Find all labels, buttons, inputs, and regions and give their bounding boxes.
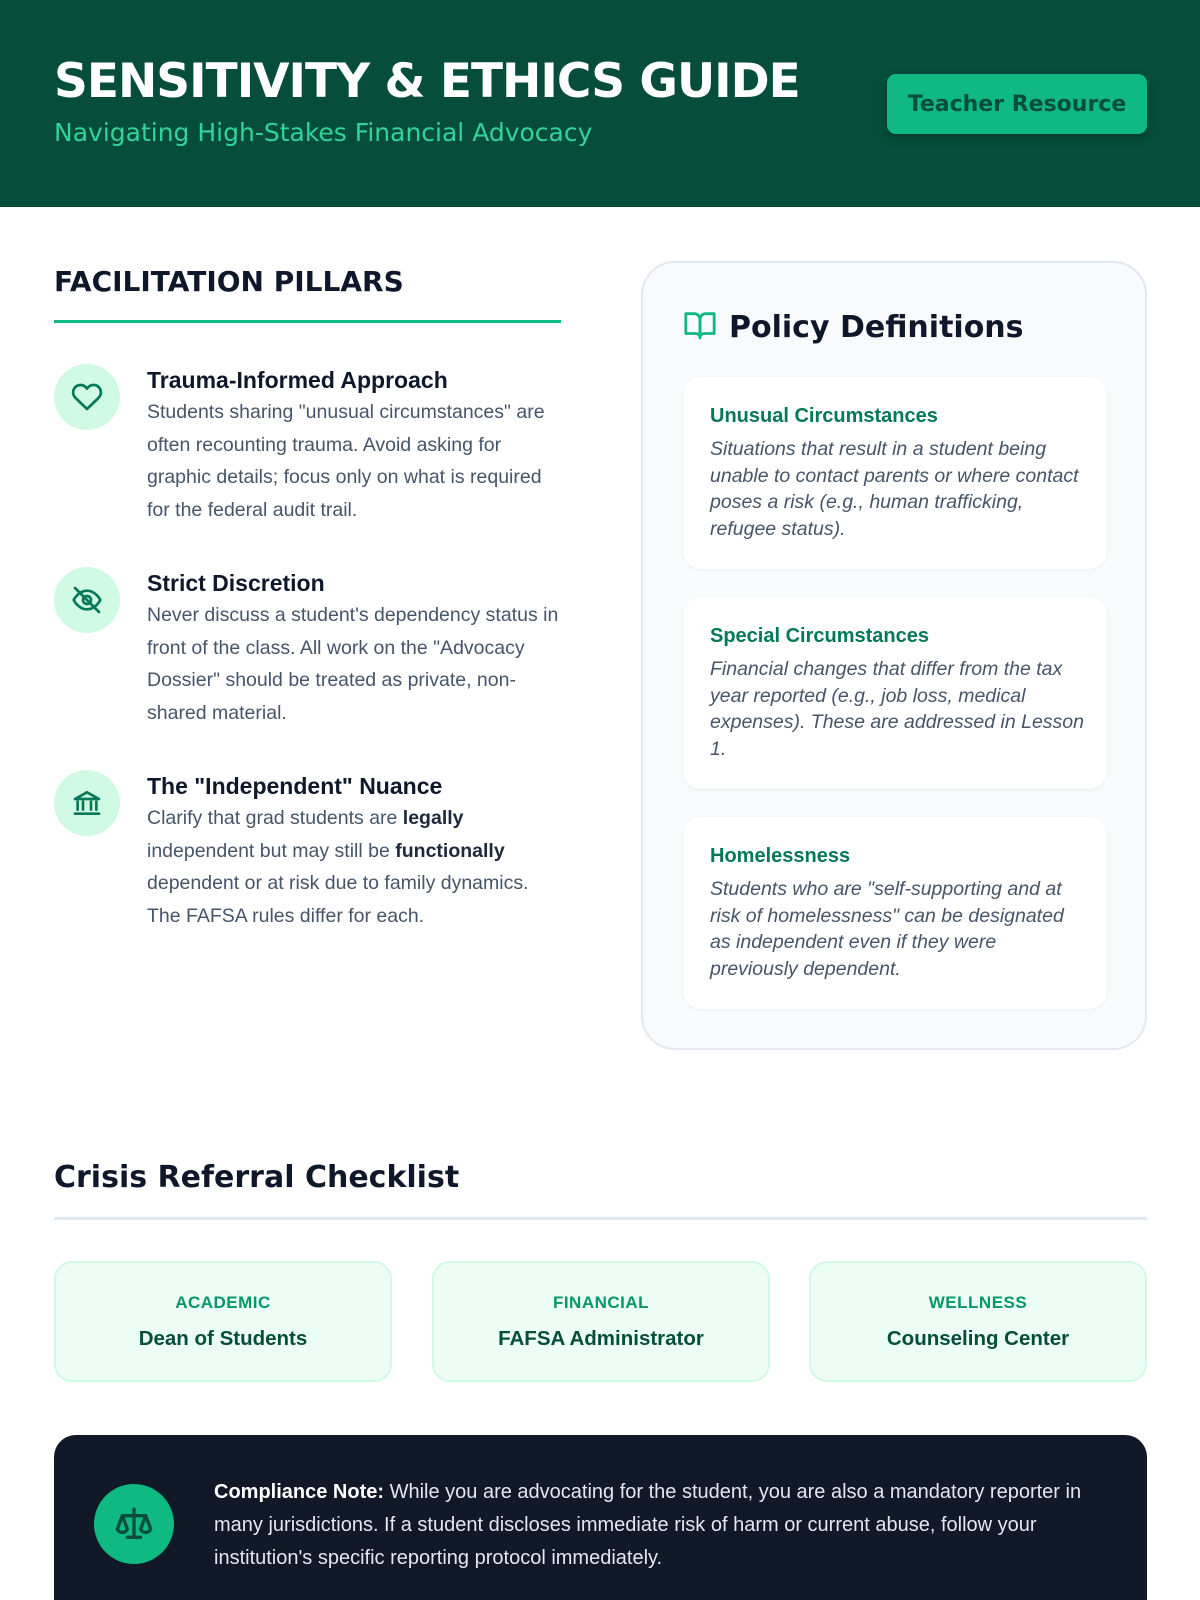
emphasis-functionally: functionally — [395, 839, 505, 862]
policy-definitions-panel — [641, 261, 1147, 1050]
eye-off-icon — [54, 567, 120, 633]
pillars-heading: FACILITATION PILLARS — [54, 265, 404, 298]
page-title: SENSITIVITY & ETHICS GUIDE — [54, 54, 800, 109]
definition-card-unusual — [683, 377, 1107, 569]
page-header — [0, 0, 1200, 207]
referral-card-academic — [54, 1261, 392, 1382]
definition-title: Homelessness — [710, 845, 851, 867]
policy-heading: Policy Definitions — [729, 310, 1024, 345]
referral-category: FINANCIAL — [552, 1293, 650, 1312]
scale-icon — [94, 1484, 174, 1564]
compliance-text: Compliance Note: While you are advocating for the student, you are also a mandatory reporter in many jurisdictions. If a student discloses immediate risk of harm or current abuse, follow your institution's specific reporting protocol immediately. — [214, 1481, 1082, 1569]
book-open-icon — [683, 308, 717, 347]
pillar-body: Never discuss a student's dependency status in front of the class. All work on the "Advocacy Dossier" should be treated as private, non-shared material. — [147, 604, 559, 724]
referral-category: ACADEMIC — [175, 1293, 271, 1312]
referral-contact: FAFSA Administrator — [498, 1327, 704, 1350]
definition-title: Unusual Circumstances — [710, 405, 938, 427]
bank-icon — [54, 770, 120, 836]
referral-card-financial — [432, 1261, 770, 1382]
heart-icon — [54, 364, 120, 430]
checklist-heading: Crisis Referral Checklist — [54, 1160, 460, 1195]
pillar-body: Clarify that grad students are legally independent but may still be functionally dependent or at risk due to family dynamics. The FAFSA rules differ for each. — [147, 807, 529, 927]
policy-heading-row — [683, 308, 1024, 347]
compliance-label: Compliance Note: — [214, 1481, 385, 1503]
referral-category: WELLNESS — [928, 1293, 1028, 1312]
definition-body: Financial changes that differ from the tax year reported (e.g., job loss, medical expenses). These are addressed in Lesson 1. — [710, 658, 1084, 760]
pillars-divider — [54, 320, 561, 323]
emphasis-legally: legally — [402, 807, 464, 829]
definition-body: Students who are "self-supporting and at risk of homelessness" can be designated as independent even if they were previously dependent. — [710, 878, 1064, 980]
checklist-divider — [54, 1217, 1147, 1220]
referral-contact: Dean of Students — [138, 1327, 308, 1350]
teacher-resource-badge: Teacher Resource — [887, 74, 1147, 134]
pillar-title: Strict Discretion — [147, 570, 325, 596]
compliance-note — [54, 1435, 1147, 1600]
pillar-title: The "Independent" Nuance — [147, 773, 443, 799]
referral-card-wellness — [809, 1261, 1147, 1382]
page-subtitle: Navigating High-Stakes Financial Advocacy — [54, 118, 593, 147]
definition-title: Special Circumstances — [710, 625, 929, 647]
definition-body: Situations that result in a student being unable to contact parents or where contact poses a risk (e.g., human trafficking, refugee status). — [710, 438, 1079, 540]
definition-card-homelessness — [683, 817, 1107, 1009]
pillar-title: Trauma-Informed Approach — [147, 367, 448, 393]
definition-card-special — [683, 597, 1107, 789]
referral-contact: Counseling Center — [886, 1327, 1070, 1350]
pillar-body: Students sharing "unusual circumstances" are often recounting trauma. Avoid asking for graphic details; focus only on what is required for the federal audit trail. — [147, 401, 545, 521]
